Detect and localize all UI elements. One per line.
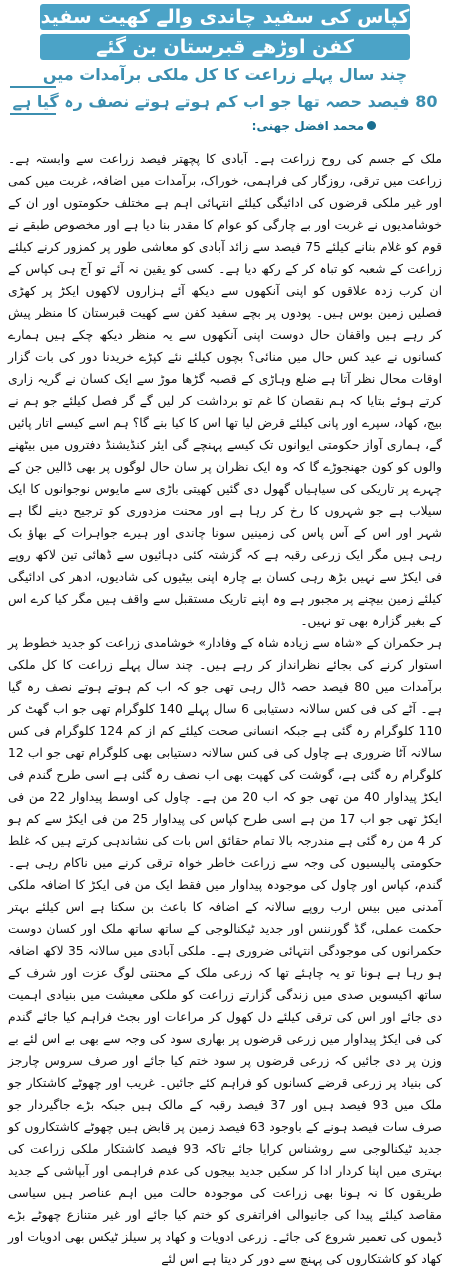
subheadline-rule-2 xyxy=(10,113,56,115)
headline-line-2: کفن اوڑھے قبرستان بن گئے xyxy=(40,34,410,60)
article-body xyxy=(8,148,443,1266)
subheadline-line-2: 80 فیصد حصہ تھا جو اب کم ہوتے ہوتے نصف رہ گیا ہے xyxy=(12,92,438,111)
headline-line-1: کپاس کی سفید چاندی والے کھیت سفید xyxy=(40,6,410,28)
author-bullet-icon xyxy=(367,121,376,130)
author-byline: محمد افضل جھنی: xyxy=(251,119,364,133)
paragraph-1: ملک کے جسم کی روح زراعت ہے۔ آبادی کا پچھتر فیصد زراعت سے وابستہ ہے۔ زراعت میں ترقی، روزگار کی فراہمی، خوراک، برآمدات میں اضافہ، غربت میں کمی اور غیر ملکی قرضوں کی ادائیگی کیلئے انتہائی اہم ہے مختلف حکومتوں اور ان کے خوشامدیوں نے غربت اور بے چارگی کو عوام کا مقدر بنا دیا ہے اور مخصوص طبقے نے قوم کو غلام بنانے کیلئے 75 فیصد سے زائد آبادی کو معاشی طور پر کمزور کرنے کیلئے زراعت کے شعبہ کو تباہ کر کے رکھ دیا ہے۔ کسی کو یقین نہ آئے تو آج ہی کپاس کے ان کرب زدہ علاقوں کو اپنی آنکھوں سے دیکھ آئے ہزاروں لاکھوں ایکڑ پر کھڑی فصلیں زمین بوس ہیں۔ پودوں پر بچے سفید کفن سے کھیت قبرستان کا منظر پیش کر رہے ہیں واقفان حال دوست اپنی آنکھوں سے یہ منظر دیکھ چکے ہیں ہمارے کسانوں نے عید کس حال میں منائی؟ بچوں کیلئے نئے کپڑے خریدنا دور کی بات گزار اوقات محال نظر آتا ہے ضلع وہاڑی کے قصبہ گڑھا موڑ سے ایک کسان نے گریہ زاری کرتے ہوئے بتایا کہ ہم نقصان کا غم تو برداشت کر لیں گے گر فصل کیلئے جو ہم نے بیج، کھاد، سپرے اور پانی کیلئے قرض لیا تھا اس کا کیا بنے گا؟ ہم اسے کیسے اتار پائیں گے، ہماری آواز حکومتی ایوانوں تک کیسے پہنچے گی ایئر کنڈیشنڈ دفتروں میں بیٹھنے والوں کو کون جھنجوڑے گا کہ وہ ایک نظران پر سان حال لوگوں پر بھی ڈالیں جن کے چہرے پر تاریکی کی سیاہیاں گھول دی گئیں کھیتی باڑی سے مایوس نوجوانوں کا ایک سیلاب ہے جو شہروں کا رخ کر رہا ہے اور محنت مزدوری کو ترجیح دینے لگا ہے شہر اور اس کے آس پاس کی زمینیں سونا چاندی اور ہیرے جواہرات کے بھاؤ بک رہی ہیں مگر ایک زرعی رقبہ ہے کہ گزشتہ کئی دہائیوں سے ڈھائی تین لاکھ روپے فی ایکڑ سے نہیں بڑھ رہی کسان بے چارہ اپنی بیٹیوں کی شادیوں، ادھر کی ادائیگی کیلئے زمین بیچنے پر مجبور ہے وہ اپنے تاریک مستقبل سے واقف ہیں مگر کیا کرے اس کے بغیر گزارہ بھی تو نہیں۔ xyxy=(8,152,442,628)
paragraph-2: ہر حکمران کے «شاہ سے زیادہ شاہ کے وفادار» خوشامدی زراعت کو جدید خطوط پر استوار کرنے کی بجائے نظرانداز کر رہے ہیں۔ چند سال پہلے زراعت کا کل ملکی برآمدات میں 80 فیصد حصہ ڈال رہی تھی جو کہ اب کم ہوتے ہوتے نصف رہ گیا ہے۔ آٹے کی فی کس سالانہ دستیابی 6 سال پہلے 140 کلوگرام تھی جو اب گھٹ کر 110 کلوگرام رہ گئی ہے جبکہ انسانی صحت کیلئے کم از کم 124 کلوگرام فی کس سالانہ آٹا ضروری ہے چاول کی فی کس سالانہ دستیابی بھی کلوگرام تھی جو اب 12 کلوگرام رہ گئی ہے، گوشت کی کھپت بھی اب نصف رہ گئی ہے اسی طرح گندم فی ایکڑ پیداوار 40 من تھی جو کہ اب 20 من ہے۔ چاول کی اوسط پیداوار 22 من فی ایکڑ تھی جو اب 17 من ہے اسی طرح کپاس کی پیداوار 25 من فی ایکڑ سے کم ہو کر 4 من رہ گئی ہے مندرجہ بالا تمام حقائق اس بات کی نشاندہی کرتے ہیں کہ غلط حکومتی پالیسیوں کی وجہ سے زراعت خاطر خواہ ترقی کرنے میں ناکام رہی ہے۔ گندم، کپاس اور چاول کی موجودہ پیداوار میں فقط ایک من فی ایکڑ کا اضافہ ملکی آمدنی میں بیس ارب روپے سالانہ کے اضافہ کا باعث بن سکتا ہے اس کیلئے بہتر حکمت عملی، گڈ گورننس اور جدید ٹیکنالوجی کے ساتھ ساتھ ملک اور کسان دوست حکمرانوں کی موجودگی انتہائی ضروری ہے۔ ملکی آبادی میں سالانہ 35 لاکھ اضافہ ہو رہا ہے ہونا تو یہ چاہئے تھا کہ زرعی ملک کے محنتی لوگ عزت اور شرف کے ساتھ اکیسویں صدی میں زندگی گزارتے زراعت کو ملکی معیشت میں بنیادی اہمیت دی جائے اور اس کی ترقی کیلئے دل کھول کر مراعات اور بجٹ فراہم کیا جائے گندم کی فی ایکڑ پیداوار میں زرعی قرضوں پر بھاری سود کی وجہ سے بھی بے اس لئے بے وزن پر دی جائیں کہ زرعی قرضوں پر سود ختم کیا جائے اور صرف سروس چارجز کی بنیاد پر زرعی قرضے کسانوں کو فراہم کئے جائیں۔ غریب اور چھوٹے کاشتکار جو ملک میں 93 فیصد ہیں اور 37 فیصد رقبہ کے مالک ہیں جبکہ بڑے جاگیردار جو صرف سات فیصد ہونے کے باوجود 63 فیصد زمین پر قابض ہیں چھوٹے کاشتکاروں کو جدید ٹیکنالوجی سے روشناس کرایا جائے تاکہ 93 فیصد کاشتکار ملکی زراعت کی بہتری میں اپنا کردار ادا کر سکیں جدید بیجوں کی عدم فراہمی اور آبپاشی کے جدید طریقوں کا نہ ہونا بھی زراعت کی موجودہ حالت میں اہم عناصر ہیں سیاسی مقاصد کیلئے پیدا کی جانیوالی افراتفری کو ختم کیا جائے اور غیر متنازع چھوٹے بڑے ڈیموں کی تعمیر شروع کی جائے۔ زرعی ادویات و کھاد پر سیلز ٹیکس بھی ادویات اور کھاد کو کاشتکاروں کی پہنچ سے دور کر دیتا ہے اس لئے xyxy=(8,636,443,1266)
subheadline-line-1: چند سال پہلے زراعت کا کل ملکی برآمدات میں xyxy=(42,65,408,84)
subheadline-rule-1 xyxy=(10,86,56,88)
